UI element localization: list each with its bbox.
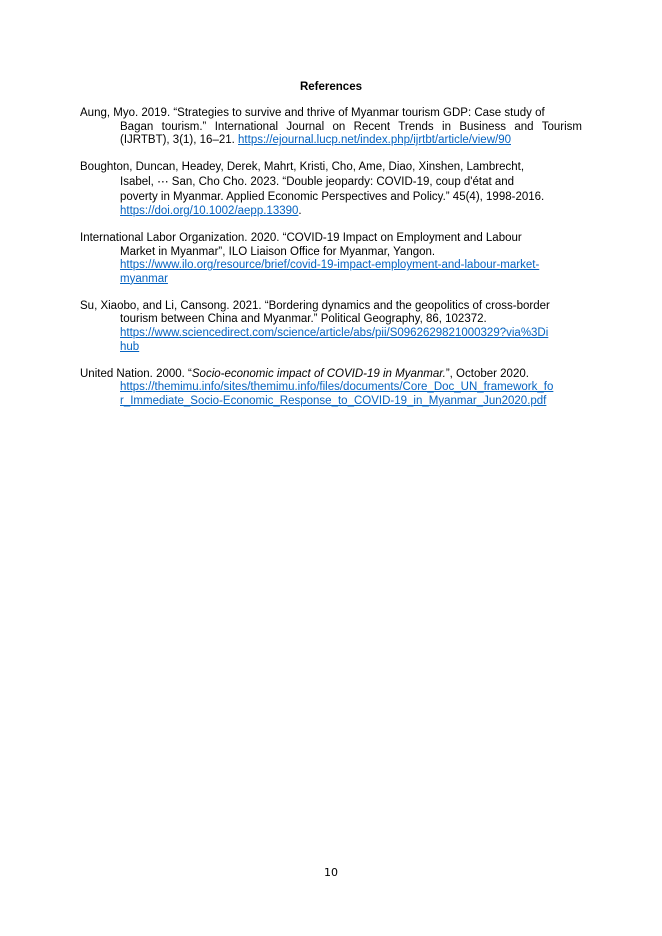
reference-text-line: Isabel, ⋯ San, Cho Cho. 2023. “Double jeopardy: COVID‐19, coup d'état and	[120, 175, 515, 188]
reference-link[interactable]: https://doi.org/10.1002/aepp.13390	[120, 204, 299, 217]
reference-link[interactable]: https://themimu.info/sites/themimu.info/files/documents/Core_Doc_UN_framework_fo	[120, 381, 554, 394]
reference-entry	[80, 161, 582, 218]
reference-text: (IJRTBT), 3(1), 16–21.	[120, 134, 239, 147]
page-number: 10	[324, 866, 338, 879]
references-heading: References	[299, 81, 362, 93]
reference-text: ”, October 2020.	[445, 367, 529, 380]
reference-text-line: Boughton, Duncan, Headey, Derek, Mahrt, Kristi, Cho, Ame, Diao, Xinshen, Lambrecht,	[80, 161, 525, 174]
reference-link[interactable]: myanmar	[120, 272, 168, 285]
reference-text-line: Market in Myanmar”, ILO Liaison Office for Myanmar, Yangon.	[120, 245, 436, 258]
reference-text-line: International Labor Organization. 2020. “COVID-19 Impact on Employment and Labour	[80, 231, 522, 244]
reference-text-line: Bagan tourism.” International Journal on Recent Trends in Business and Tourism	[120, 120, 582, 133]
reference-link[interactable]: r_Immediate_Socio-Economic_Response_to_COVID-19_in_Myanmar_Jun2020.pdf	[120, 394, 547, 407]
reference-link[interactable]: hub	[120, 340, 140, 353]
reference-text: United Nation. 2000. “	[80, 367, 192, 380]
reference-entry	[80, 232, 582, 286]
reference-link[interactable]: https://ejournal.lucp.net/index.php/ijrtbt/article/view/90	[238, 134, 511, 147]
reference-text-line: tourism between China and Myanmar.” Political Geography, 86, 102372.	[120, 313, 487, 326]
reference-entry	[80, 107, 582, 148]
reference-entry	[80, 300, 582, 354]
references-list	[80, 107, 582, 422]
reference-text-line: Su, Xiaobo, and Li, Cansong. 2021. “Bordering dynamics and the geopolitics of cross-border	[80, 299, 550, 312]
reference-link[interactable]: https://www.ilo.org/resource/brief/covid-19-impact-employment-and-labour-market-	[120, 259, 540, 272]
reference-link[interactable]: https://www.sciencedirect.com/science/article/abs/pii/S0962629821000329?via%3Di	[120, 327, 549, 340]
reference-entry	[80, 368, 582, 409]
reference-text-line: poverty in Myanmar. Applied Economic Perspectives and Policy.” 45(4), 1998‐2016.	[120, 190, 545, 203]
reference-text-line: Aung, Myo. 2019. “Strategies to survive and thrive of Myanmar tourism GDP: Case study of	[80, 107, 545, 119]
reference-title-italic: Socio-economic impact of COVID-19 in Myanmar.	[191, 367, 446, 380]
reference-text: .	[298, 204, 302, 217]
